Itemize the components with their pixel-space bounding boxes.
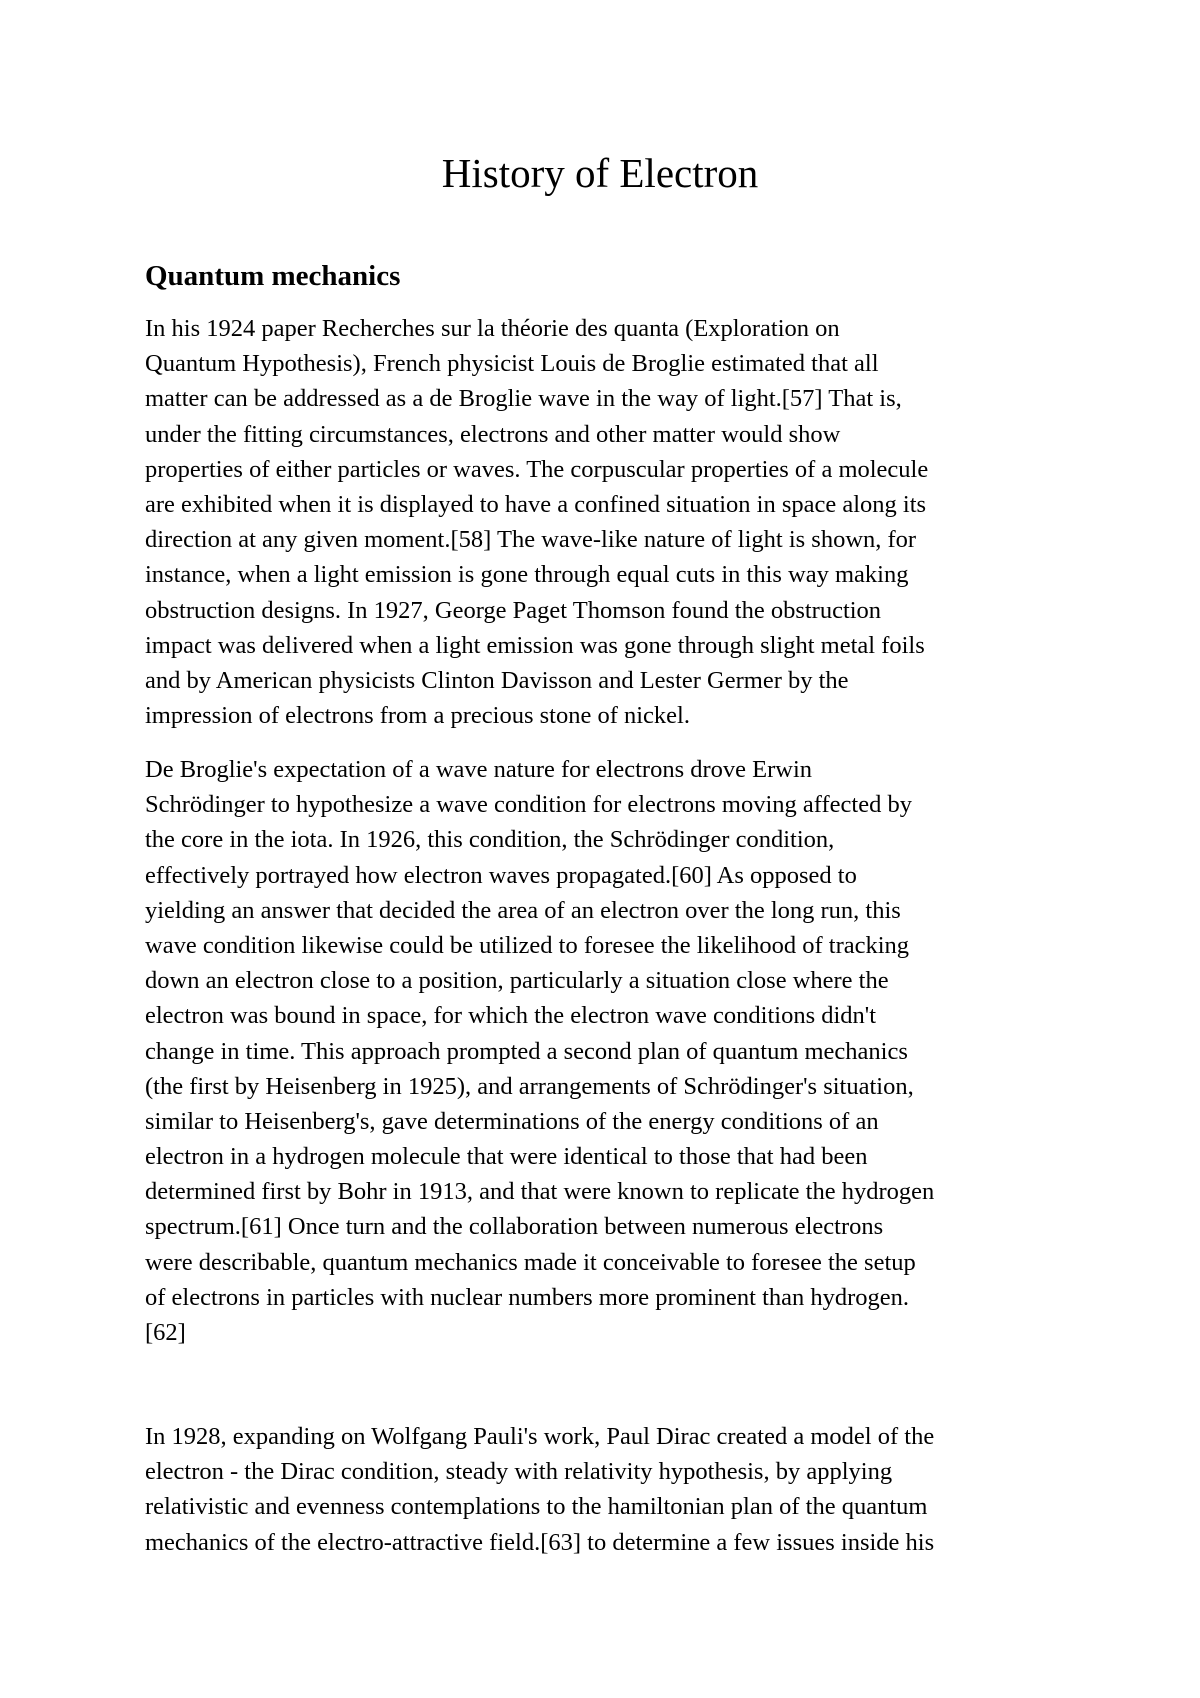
- paragraph-line: direction at any given moment.[58] The wave-like nature of light is shown, for: [145, 526, 917, 554]
- paragraph-line: spectrum.[61] Once turn and the collaboration between numerous electrons: [145, 1213, 884, 1241]
- paragraph-line: matter can be addressed as a de Broglie wave in the way of light.[57] That is,: [145, 385, 902, 413]
- paragraph-line: the core in the iota. In 1926, this condition, the Schrödinger condition,: [145, 826, 835, 854]
- paragraph-line: under the fitting circumstances, electrons and other matter would show: [145, 420, 841, 448]
- paragraph-line: impression of electrons from a precious stone of nickel.: [145, 702, 690, 730]
- paragraph-line: electron - the Dirac condition, steady with relativity hypothesis, by applying: [145, 1458, 893, 1486]
- paragraph-line: impact was delivered when a light emission was gone through slight metal foils: [145, 631, 925, 659]
- paragraph-line: relativistic and evenness contemplations to the hamiltonian plan of the quantum: [145, 1493, 928, 1521]
- paragraph-line: of electrons in particles with nuclear numbers more prominent than hydrogen.: [145, 1283, 910, 1311]
- paragraph-line: down an electron close to a position, particularly a situation close where the: [145, 967, 889, 995]
- paragraph-line: Quantum Hypothesis), French physicist Louis de Broglie estimated that all: [145, 350, 879, 378]
- paragraph-line: yielding an answer that decided the area of an electron over the long run, this: [145, 896, 901, 924]
- paragraph-line: De Broglie's expectation of a wave nature for electrons drove Erwin: [145, 756, 813, 783]
- paragraph-line: In 1928, expanding on Wolfgang Pauli's work, Paul Dirac created a model of the: [145, 1423, 935, 1450]
- paragraph-line: (the first by Heisenberg in 1925), and arrangements of Schrödinger's situation,: [145, 1072, 914, 1100]
- paragraph-line: similar to Heisenberg's, gave determinations of the energy conditions of an: [145, 1107, 879, 1135]
- document-title: History of Electron: [441, 150, 759, 196]
- paragraph-line: are exhibited when it is displayed to have a confined situation in space along its: [145, 490, 927, 518]
- paragraph-line: [62]: [145, 1319, 186, 1346]
- paragraph-3: [145, 1419, 1075, 1560]
- section-heading-quantum-mechanics: Quantum mechanics: [145, 260, 401, 292]
- paragraph-line: electron in a hydrogen molecule that were identical to those that had been: [145, 1143, 868, 1171]
- paragraph-line: were describable, quantum mechanics made it conceivable to foresee the setup: [145, 1248, 916, 1276]
- paragraph-line: electron was bound in space, for which the electron wave conditions didn't: [145, 1002, 877, 1030]
- paragraph-line: properties of either particles or waves. The corpuscular properties of a molecule: [145, 455, 929, 483]
- paragraph-line: instance, when a light emission is gone through equal cuts in this way making: [145, 561, 909, 589]
- paragraph-line: determined first by Bohr in 1913, and that were known to replicate the hydrogen: [145, 1178, 935, 1206]
- paragraph-line: change in time. This approach prompted a second plan of quantum mechanics: [145, 1037, 908, 1065]
- paragraph-1: [145, 311, 1075, 733]
- paragraph-line: effectively portrayed how electron waves propagated.[60] As opposed to: [145, 861, 857, 889]
- paragraph-2: [145, 752, 1075, 1350]
- paragraph-line: In his 1924 paper Recherches sur la théorie des quanta (Exploration on: [145, 315, 840, 342]
- paragraph-line: wave condition likewise could be utilized to foresee the likelihood of tracking: [145, 931, 910, 959]
- paragraph-line: obstruction designs. In 1927, George Paget Thomson found the obstruction: [145, 596, 882, 624]
- paragraph-line: Schrödinger to hypothesize a wave condition for electrons moving affected by: [145, 791, 912, 819]
- paragraph-line: mechanics of the electro-attractive field.[63] to determine a few issues inside his: [145, 1528, 935, 1556]
- paragraph-line: and by American physicists Clinton Davisson and Lester Germer by the: [145, 666, 849, 694]
